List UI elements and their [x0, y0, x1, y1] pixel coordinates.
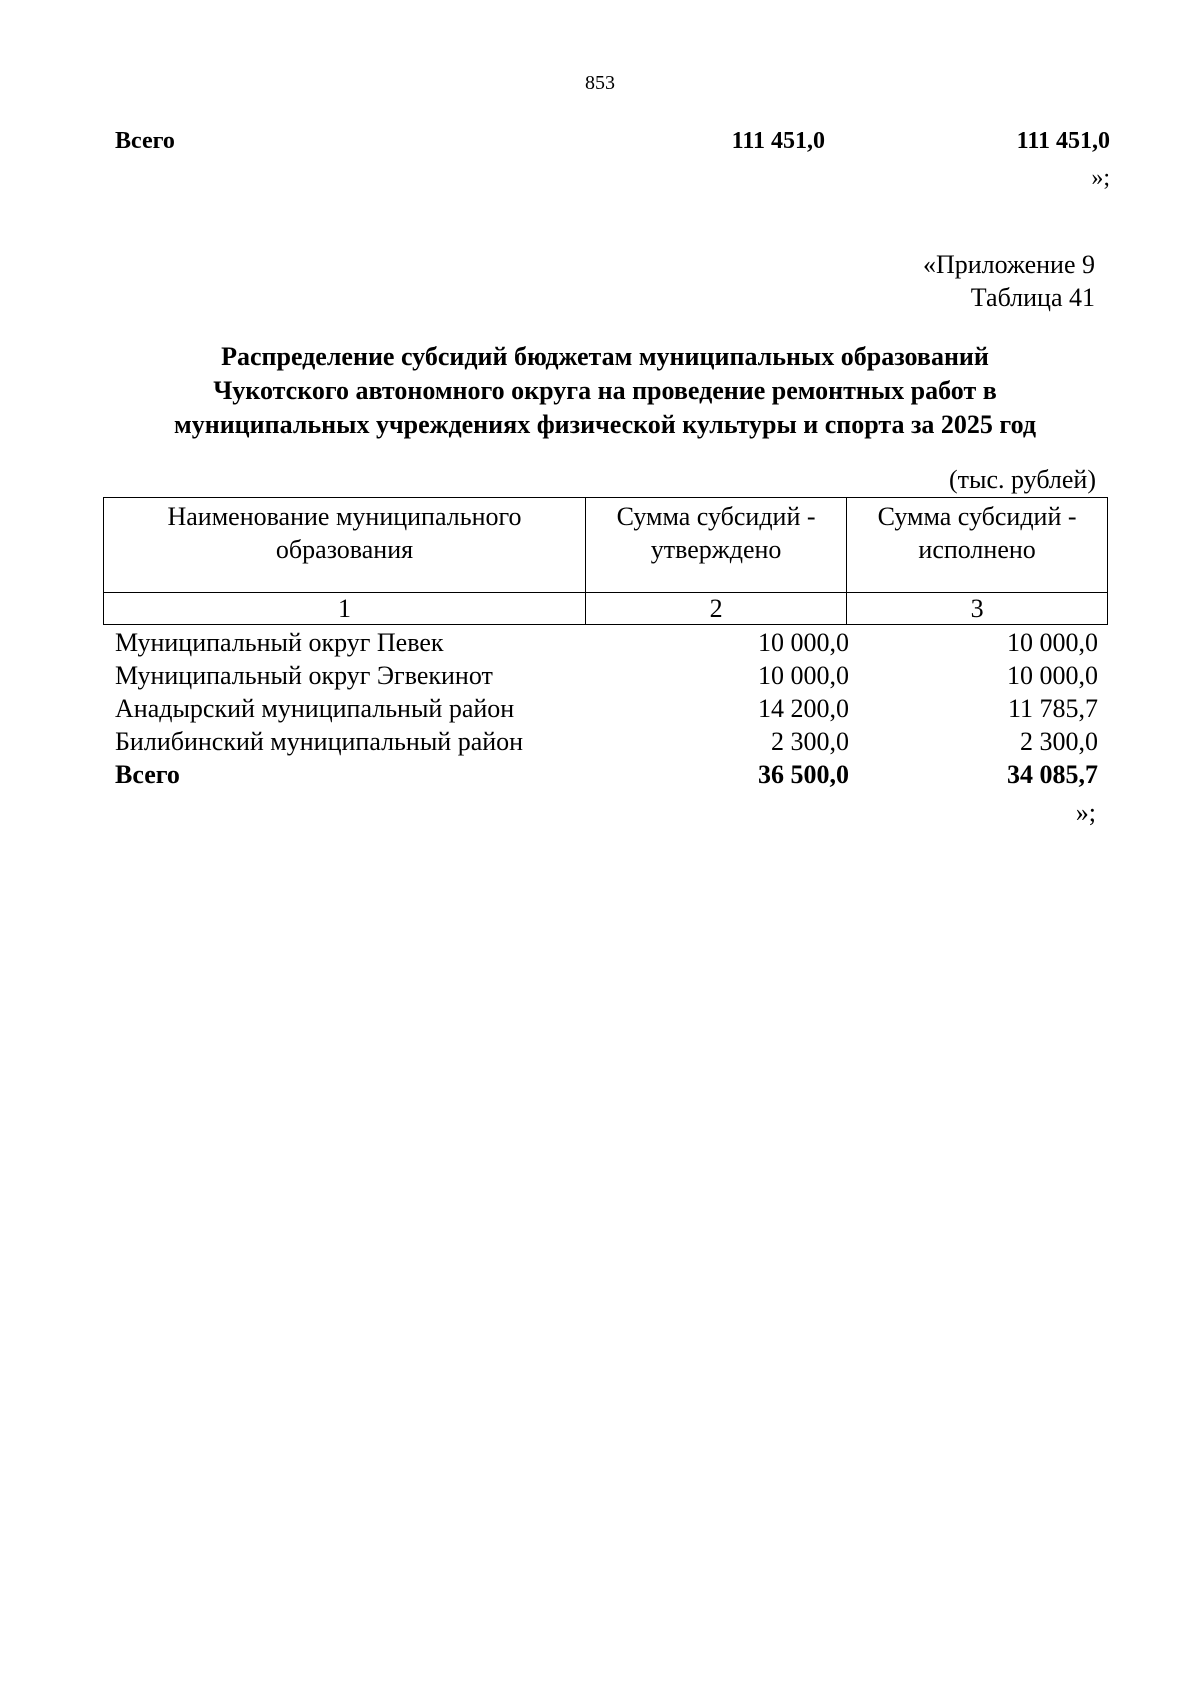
- header-executed-line-1: Сумма субсидий -: [877, 502, 1077, 531]
- header-municipality-line-2: образования: [275, 535, 414, 564]
- row-name: Муниципальный округ Эгвекинот: [115, 661, 493, 690]
- table-number: Таблица 41: [970, 283, 1095, 312]
- title-line-3: муниципальных учреждениях физической культуры и спорта за 2025 год: [174, 410, 1036, 439]
- closing-quote: »;: [1075, 798, 1096, 827]
- table-body: [103, 626, 1108, 791]
- header-approved-line-2: утверждено: [650, 535, 782, 564]
- previous-table-total-row: [115, 128, 1110, 164]
- previous-total-label: Всего: [115, 128, 175, 154]
- header-municipality-line-1: Наименование муниципального: [167, 502, 522, 531]
- page-number: 853: [585, 72, 615, 94]
- row-name: Анадырский муниципальный район: [115, 694, 515, 723]
- header-approved-line-1: Сумма субсидий -: [616, 502, 816, 531]
- table-row: [103, 692, 1108, 725]
- column-number-3: 3: [847, 593, 1108, 625]
- appendix-reference: [923, 248, 1095, 314]
- header-row: [104, 498, 1108, 593]
- column-number-1: 1: [104, 593, 586, 625]
- header-executed-line-2: исполнено: [918, 535, 1036, 564]
- row-approved: 2 300,0: [771, 727, 849, 756]
- row-approved: 14 200,0: [758, 694, 849, 723]
- header-municipality: [104, 498, 586, 593]
- previous-total-value-1: 111 451,0: [731, 128, 825, 154]
- units-label: (тыс. рублей): [948, 465, 1096, 494]
- row-approved: 10 000,0: [758, 628, 849, 657]
- total-approved: 36 500,0: [758, 760, 849, 789]
- previous-total-value-2: 111 451,0: [1016, 128, 1110, 154]
- title-line-1: Распределение субсидий бюджетам муниципальных образований: [221, 342, 989, 371]
- row-executed: 10 000,0: [1007, 628, 1098, 657]
- row-executed: 11 785,7: [1007, 694, 1098, 723]
- header-executed: [847, 498, 1108, 593]
- table-header: [103, 497, 1108, 625]
- table-total-row: [103, 758, 1108, 791]
- header-approved: [586, 498, 847, 593]
- column-number-2: 2: [586, 593, 847, 625]
- column-number-row: [104, 593, 1108, 625]
- row-name: Билибинский муниципальный район: [115, 727, 524, 756]
- table-row: [103, 725, 1108, 758]
- table-row: [103, 659, 1108, 692]
- table-title: [100, 340, 1110, 442]
- row-executed: 10 000,0: [1007, 661, 1098, 690]
- total-label: Всего: [115, 760, 180, 789]
- table-row: [103, 626, 1108, 659]
- total-executed: 34 085,7: [1007, 760, 1098, 789]
- row-approved: 10 000,0: [758, 661, 849, 690]
- previous-table-closing-quote: »;: [1091, 165, 1110, 191]
- row-name: Муниципальный округ Певек: [115, 628, 444, 657]
- title-line-2: Чукотского автономного округа на проведение ремонтных работ в: [213, 376, 997, 405]
- appendix-number: «Приложение 9: [922, 250, 1095, 279]
- row-executed: 2 300,0: [1020, 727, 1098, 756]
